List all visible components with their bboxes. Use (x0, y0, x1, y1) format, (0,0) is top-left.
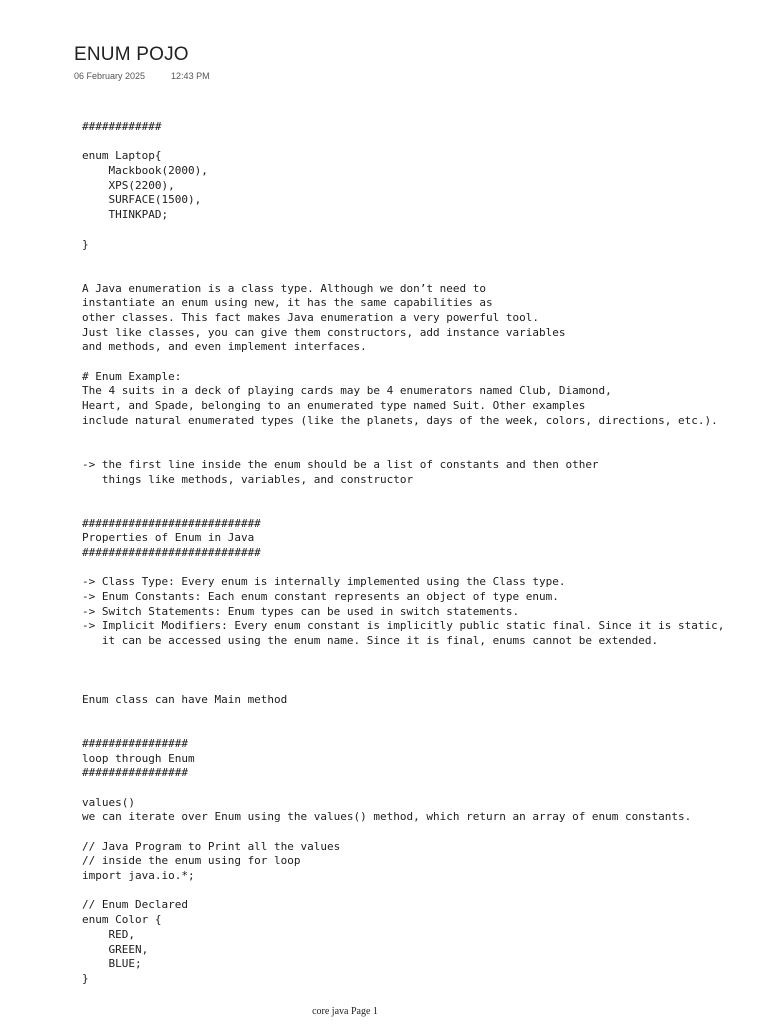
page-footer (0, 1006, 768, 1017)
text-line: and methods, and even implement interfaces. (82, 340, 367, 354)
text-line: RED, (82, 927, 135, 941)
text-line: things like methods, variables, and constructor (82, 472, 414, 486)
text-line (82, 355, 762, 370)
page-title: ENUM POJO (74, 44, 189, 65)
text-line (82, 825, 762, 840)
text-line: SURFACE(1500), (82, 193, 202, 207)
text-line: Heart, and Spade, belonging to an enumerated type named Suit. Other examples (82, 399, 586, 413)
text-line: Mackbook(2000), (82, 164, 208, 178)
footer-text: core java Page 1 (312, 1006, 378, 1017)
text-line (82, 443, 762, 458)
text-line (82, 502, 762, 517)
text-line: include natural enumerated types (like the planets, days of the week, colors, directions, etc.). (82, 413, 718, 427)
text-line: GREEN, (82, 942, 149, 956)
text-line: loop through Enum (82, 751, 195, 765)
text-line: instantiate an enum using new, it has the same capabilities as (82, 296, 493, 310)
text-line: enum Laptop{ (82, 149, 162, 163)
text-line (82, 267, 762, 282)
text-line: -> Enum Constants: Each enum constant represents an object of type enum. (82, 590, 559, 603)
text-line: THINKPAD; (82, 208, 169, 222)
text-line: we can iterate over Enum using the values() method, which return an array of enum constants. (82, 810, 692, 824)
text-line (82, 663, 762, 678)
text-line: ########################### (82, 516, 261, 530)
text-line (82, 135, 762, 150)
text-line (82, 781, 762, 796)
page-date: 06 February 2025 (74, 71, 146, 81)
text-line: ########################### (82, 545, 261, 559)
text-line: // Java Program to Print all the values (82, 839, 341, 853)
text-line: Enum class can have Main method (82, 692, 288, 706)
text-line: Just like classes, you can give them constructors, add instance variables (82, 325, 566, 339)
text-line: XPS(2200), (82, 178, 175, 192)
text-line: The 4 suits in a deck of playing cards may be 4 enumerators named Club, Diamond, (82, 384, 612, 398)
text-line: other classes. This fact makes Java enumeration a very powerful tool. (82, 310, 539, 324)
text-line (82, 428, 762, 443)
text-line (82, 708, 762, 723)
text-line: // Enum Declared (82, 898, 188, 912)
page-meta (74, 71, 210, 81)
text-line: # Enum Example: (82, 369, 182, 383)
text-line: BLUE; (82, 957, 142, 971)
text-line: ################ (82, 766, 188, 780)
text-line (82, 722, 762, 737)
text-line: ############ (82, 120, 162, 133)
text-line (82, 678, 762, 693)
text-line (82, 223, 762, 238)
text-line: A Java enumeration is a class type. Although we don’t need to (82, 281, 486, 295)
text-line: -> Switch Statements: Enum types can be used in switch statements. (82, 604, 520, 618)
text-line (82, 487, 762, 502)
text-line (82, 884, 762, 899)
text-line: enum Color { (82, 913, 162, 927)
text-line: } (82, 237, 89, 251)
text-line (82, 561, 762, 576)
text-line: ################ (82, 736, 188, 750)
text-line (82, 252, 762, 267)
text-line: -> Class Type: Every enum is internally implemented using the Class type. (82, 575, 566, 589)
text-line: it can be accessed using the enum name. Since it is final, enums cannot be extended. (82, 634, 659, 648)
note-body (82, 120, 762, 987)
text-line: } (82, 971, 89, 985)
page-time: 12:43 PM (171, 71, 210, 81)
text-line (82, 649, 762, 664)
text-line: -> the first line inside the enum should be a list of constants and then other (82, 457, 599, 471)
text-line: // inside the enum using for loop (82, 854, 301, 868)
text-line: Properties of Enum in Java (82, 531, 255, 545)
text-line: import java.io.*; (82, 869, 195, 883)
text-line: values() (82, 795, 135, 809)
text-line: -> Implicit Modifiers: Every enum constant is implicitly public static final. Since it is static, (82, 619, 725, 633)
